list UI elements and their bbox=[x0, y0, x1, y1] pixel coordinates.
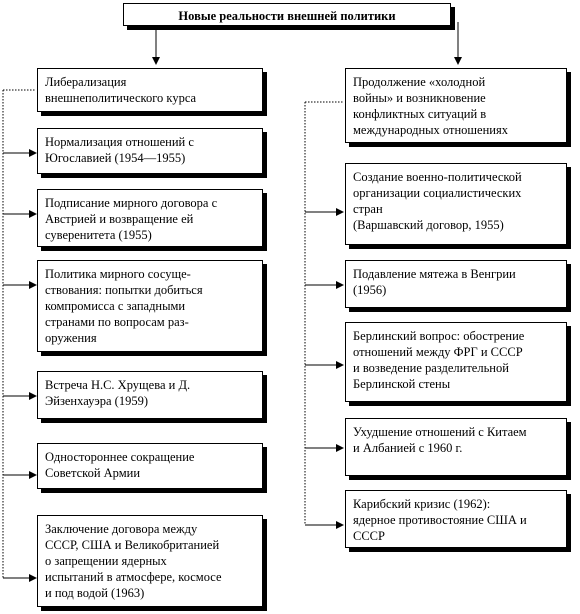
node-line: Австрией и возвращение ей bbox=[45, 212, 194, 226]
node-line: оружения bbox=[45, 331, 97, 345]
node-line: и Албанией с 1960 г. bbox=[353, 441, 463, 455]
node-line: Заключение договора между bbox=[45, 522, 198, 536]
node-line: и возведение разделительной bbox=[353, 361, 509, 375]
left-node-coexistence bbox=[37, 260, 263, 352]
node-line: международных отношениях bbox=[353, 123, 508, 137]
node-line: Эйзенхауэра (1959) bbox=[45, 394, 148, 408]
node-line: СССР, США и Великобританией bbox=[45, 538, 220, 552]
left-node-liberalization bbox=[37, 68, 263, 112]
node-line: суверенитета (1955) bbox=[45, 228, 152, 242]
right-node-warsaw-pact bbox=[345, 163, 567, 245]
node-line: Ухудшение отношений с Китаем bbox=[353, 425, 527, 439]
node-line: отношений между ФРГ и СССР bbox=[353, 345, 523, 359]
node-line: и под водой (1963) bbox=[45, 586, 145, 600]
node-line: (1956) bbox=[353, 283, 387, 297]
left-node-test-ban-treaty bbox=[37, 515, 263, 607]
left-node-khrushchev-eisenhower bbox=[37, 371, 263, 419]
diagram-title bbox=[123, 3, 451, 26]
left-node-yugoslavia bbox=[37, 128, 263, 174]
node-line: ствования: попытки добиться bbox=[45, 283, 203, 297]
node-line: конфликтных ситуаций в bbox=[353, 107, 487, 121]
node-line: о запрещении ядерных bbox=[45, 554, 167, 568]
node-line: Продолжение «холодной bbox=[353, 75, 486, 89]
node-line: Нормализация отношений с bbox=[45, 135, 194, 149]
right-node-hungary bbox=[345, 260, 567, 308]
node-line: Подавление мятежа в Венгрии bbox=[353, 267, 516, 281]
right-node-berlin bbox=[345, 322, 567, 402]
node-line: Подписание мирного договора с bbox=[45, 196, 218, 210]
node-line: Берлинской стены bbox=[353, 377, 451, 391]
left-node-austria bbox=[37, 189, 263, 247]
node-line: компромисса с западными bbox=[45, 299, 186, 313]
node-line: Одностороннее сокращение bbox=[45, 450, 195, 464]
node-line: странами по вопросам раз- bbox=[45, 315, 189, 329]
node-line: испытаний в атмосфере, космосе bbox=[45, 570, 222, 584]
node-line: организации социалистических bbox=[353, 186, 522, 200]
left-node-army-reduction bbox=[37, 443, 263, 489]
node-line: (Варшавский договор, 1955) bbox=[353, 218, 504, 232]
right-node-china-albania bbox=[345, 418, 567, 476]
right-node-caribbean-crisis bbox=[345, 490, 567, 548]
node-line: Встреча Н.С. Хрущева и Д. bbox=[45, 378, 191, 392]
node-line: Югославией (1954—1955) bbox=[45, 151, 186, 165]
node-line: Берлинский вопрос: обострение bbox=[353, 329, 525, 343]
node-line: Советской Армии bbox=[45, 466, 141, 480]
right-node-cold-war bbox=[345, 68, 567, 143]
node-line: стран bbox=[353, 202, 383, 216]
node-line: СССР bbox=[353, 529, 385, 543]
node-line: Либерализация bbox=[45, 75, 127, 89]
node-line: внешнеполитического курса bbox=[45, 91, 197, 105]
title-text: Новые реальности внешней политики bbox=[178, 9, 396, 23]
node-line: войны» и возникновение bbox=[353, 91, 486, 105]
node-line: Карибский кризис (1962): bbox=[353, 497, 491, 511]
node-line: Создание военно-политической bbox=[353, 170, 522, 184]
node-line: Политика мирного сосуще- bbox=[45, 267, 191, 281]
node-line: ядерное противостояние США и bbox=[353, 513, 527, 527]
